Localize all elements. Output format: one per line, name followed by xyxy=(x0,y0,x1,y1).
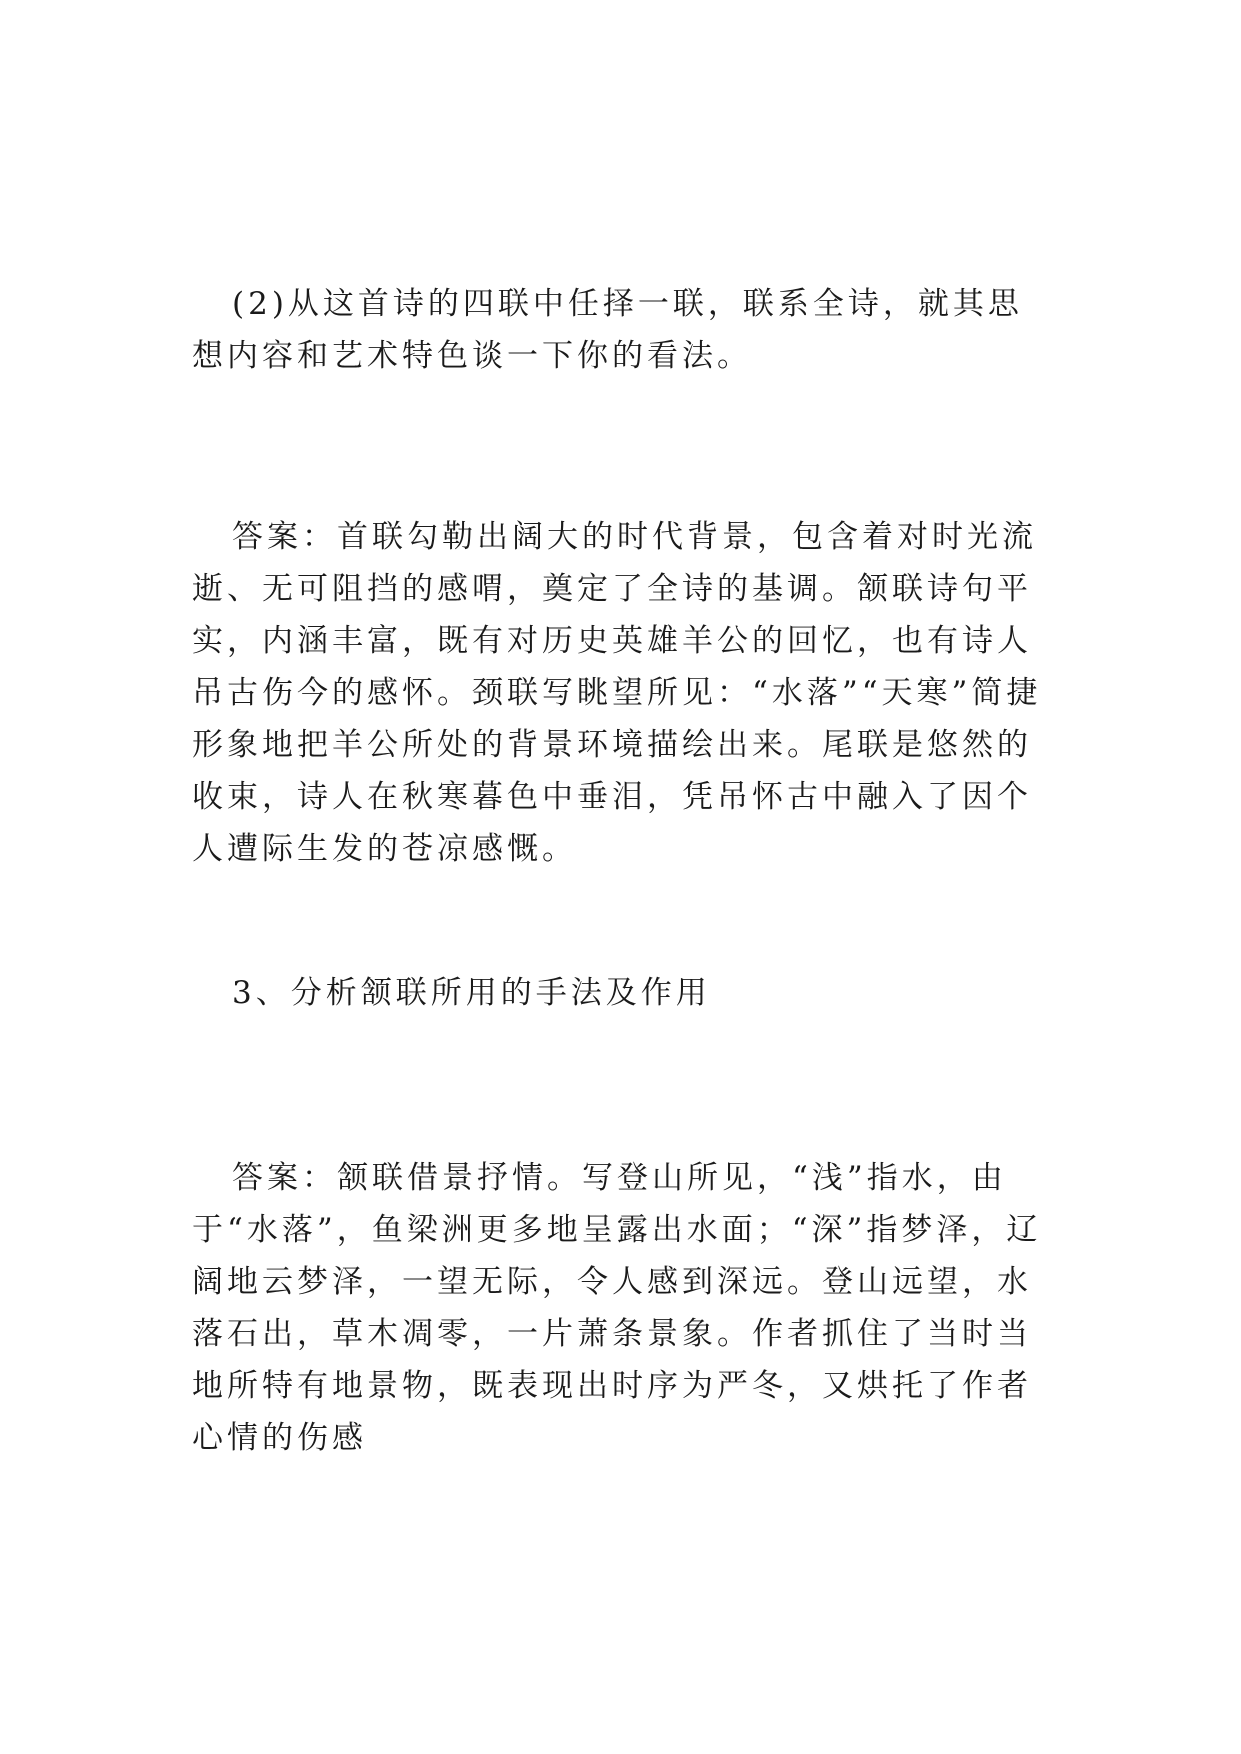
answer-3-paragraph: 答案：颔联借景抒情。写登山所见，“浅”指水，由于“水落”，鱼梁洲更多地呈露出水面；“深”指梦泽，辽阔地云梦泽，一望无际，令人感到深远。登山远望，水落石出，草木凋零，一片萧条景象。作者抓住了当时当地所特有地景物，既表现出时序为严冬，又烘托了作者心情的伤感 xyxy=(192,1160,1042,1456)
question-3-paragraph: 3、分析颔联所用的手法及作用 xyxy=(232,975,711,1011)
answer-2-paragraph: 答案：首联勾勒出阔大的时代背景，包含着对时光流逝、无可阻挡的感喟，奠定了全诗的基调。颔联诗句平实，内涵丰富，既有对历史英雄羊公的回忆，也有诗人吊古伤今的感怀。颈联写眺望所见：“水落”“天寒”简捷形象地把羊公所处的背景环境描绘出来。尾联是悠然的收束，诗人在秋寒暮色中垂泪，凭吊怀古中融入了因个人遭际生发的苍凉感慨。 xyxy=(192,519,1042,867)
question-2-paragraph: (2)从这首诗的四联中任择一联，联系全诗，就其思想内容和艺术特色谈一下你的看法。 xyxy=(192,286,1023,374)
